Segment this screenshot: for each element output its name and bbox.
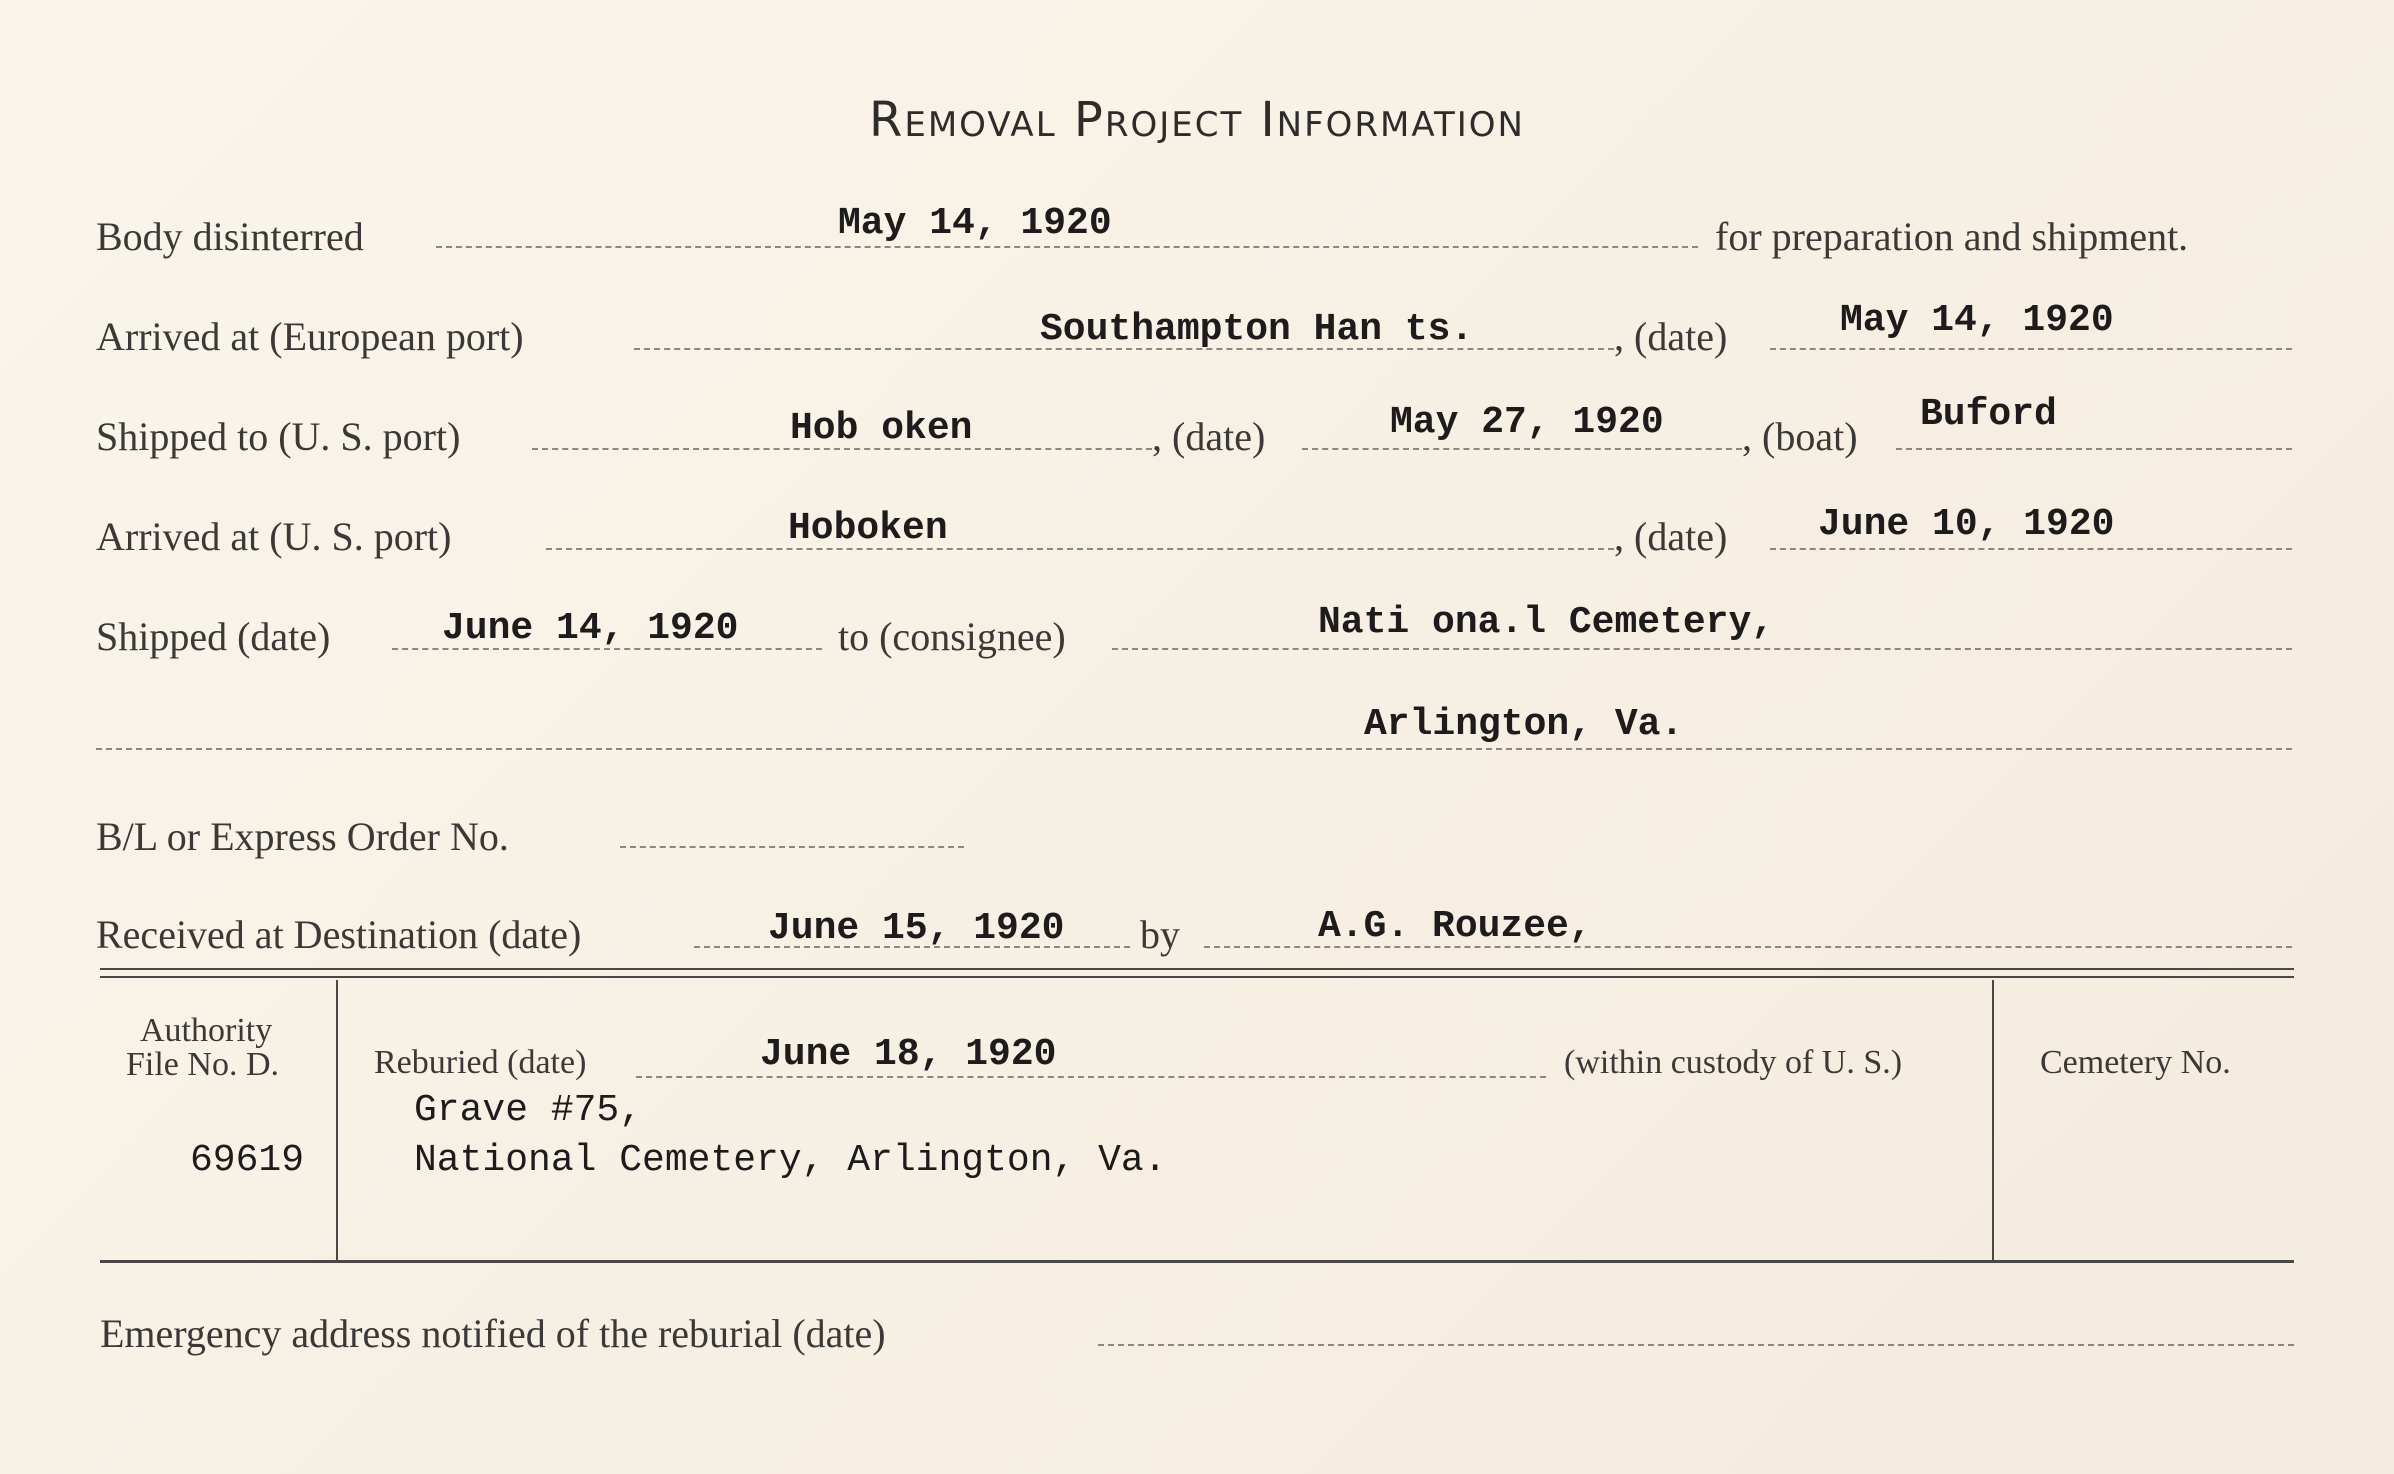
arrived-us-date-value: June 10, 1920: [1818, 503, 2115, 546]
emergency-address-label: Emergency address notified of the reburial (date): [100, 1311, 886, 1356]
shipped-us-port-label: Shipped to (U. S. port): [96, 414, 461, 459]
shipped-us-date-value: May 27, 1920: [1390, 401, 1664, 444]
emergency-address-line: [1098, 1344, 2294, 1346]
arrived-european-port-label: Arrived at (European port): [96, 314, 524, 359]
received-destination-label: Received at Destination (date): [96, 912, 582, 957]
shipped-us-date-line: [1302, 448, 1742, 450]
arrived-us-date-line: [1770, 548, 2292, 550]
shipped-date-label: Shipped (date): [96, 614, 331, 659]
body-disinterred-line: [436, 246, 1698, 248]
bl-express-order-line: [620, 846, 964, 848]
section-divider-bottom: [100, 976, 2294, 978]
received-by-value: A.G. Rouzee,: [1318, 905, 1592, 948]
consignee-line: [1112, 648, 2292, 650]
boat-label: , (boat): [1742, 414, 1858, 459]
reburied-label: Reburied (date): [374, 1044, 587, 1081]
cemetery-no-label: Cemetery No.: [2040, 1044, 2231, 1081]
authority-file-value: 69619: [190, 1139, 305, 1182]
shipped-us-port-value: Hob oken: [790, 407, 973, 450]
arrived-european-date-line: [1770, 348, 2292, 350]
authority-column-separator: [336, 980, 338, 1260]
section-divider-lower: [100, 1260, 2294, 1263]
by-label: by: [1140, 912, 1180, 957]
shipped-date-value: June 14, 1920: [442, 607, 739, 650]
arrived-european-date-label: , (date): [1614, 314, 1728, 359]
received-date-value: June 15, 1920: [768, 907, 1065, 950]
boat-value: Buford: [1920, 393, 2057, 436]
card-title: Removal Project Information: [869, 92, 1525, 148]
consignee-line2-value: Arlington, Va.: [1364, 703, 1684, 746]
body-disinterred-value: May 14, 1920: [838, 202, 1112, 245]
for-preparation-label: for preparation and shipment.: [1715, 214, 2189, 259]
consignee-line1-value: Nati ona.l Cemetery,: [1318, 601, 1775, 644]
arrived-us-date-label: , (date): [1614, 514, 1728, 559]
reburied-date-line: [636, 1076, 1546, 1078]
bl-express-order-label: B/L or Express Order No.: [96, 814, 509, 859]
consignee-label: to (consignee): [838, 614, 1066, 659]
boat-line: [1896, 448, 2292, 450]
consignee-continuation-line: [96, 748, 2292, 750]
grave-number-value: Grave #75,: [414, 1089, 643, 1132]
arrived-us-port-label: Arrived at (U. S. port): [96, 514, 452, 559]
authority-label: Authority: [140, 1012, 273, 1049]
cemetery-column-separator: [1992, 980, 1994, 1260]
arrived-european-date-value: May 14, 1920: [1840, 299, 2114, 342]
arrived-us-port-line: [546, 548, 1614, 550]
shipped-us-date-label: , (date): [1152, 414, 1266, 459]
grave-location-value: National Cemetery, Arlington, Va.: [414, 1139, 1167, 1182]
section-divider-top: [100, 968, 2294, 970]
body-disinterred-label: Body disinterred: [96, 214, 364, 259]
arrived-european-port-value: Southampton Han ts.: [1040, 308, 1474, 351]
file-no-label: File No. D.: [126, 1046, 279, 1083]
arrived-us-port-value: Hoboken: [788, 507, 948, 550]
custody-label: (within custody of U. S.): [1564, 1044, 1903, 1081]
reburied-date-value: June 18, 1920: [760, 1033, 1057, 1076]
